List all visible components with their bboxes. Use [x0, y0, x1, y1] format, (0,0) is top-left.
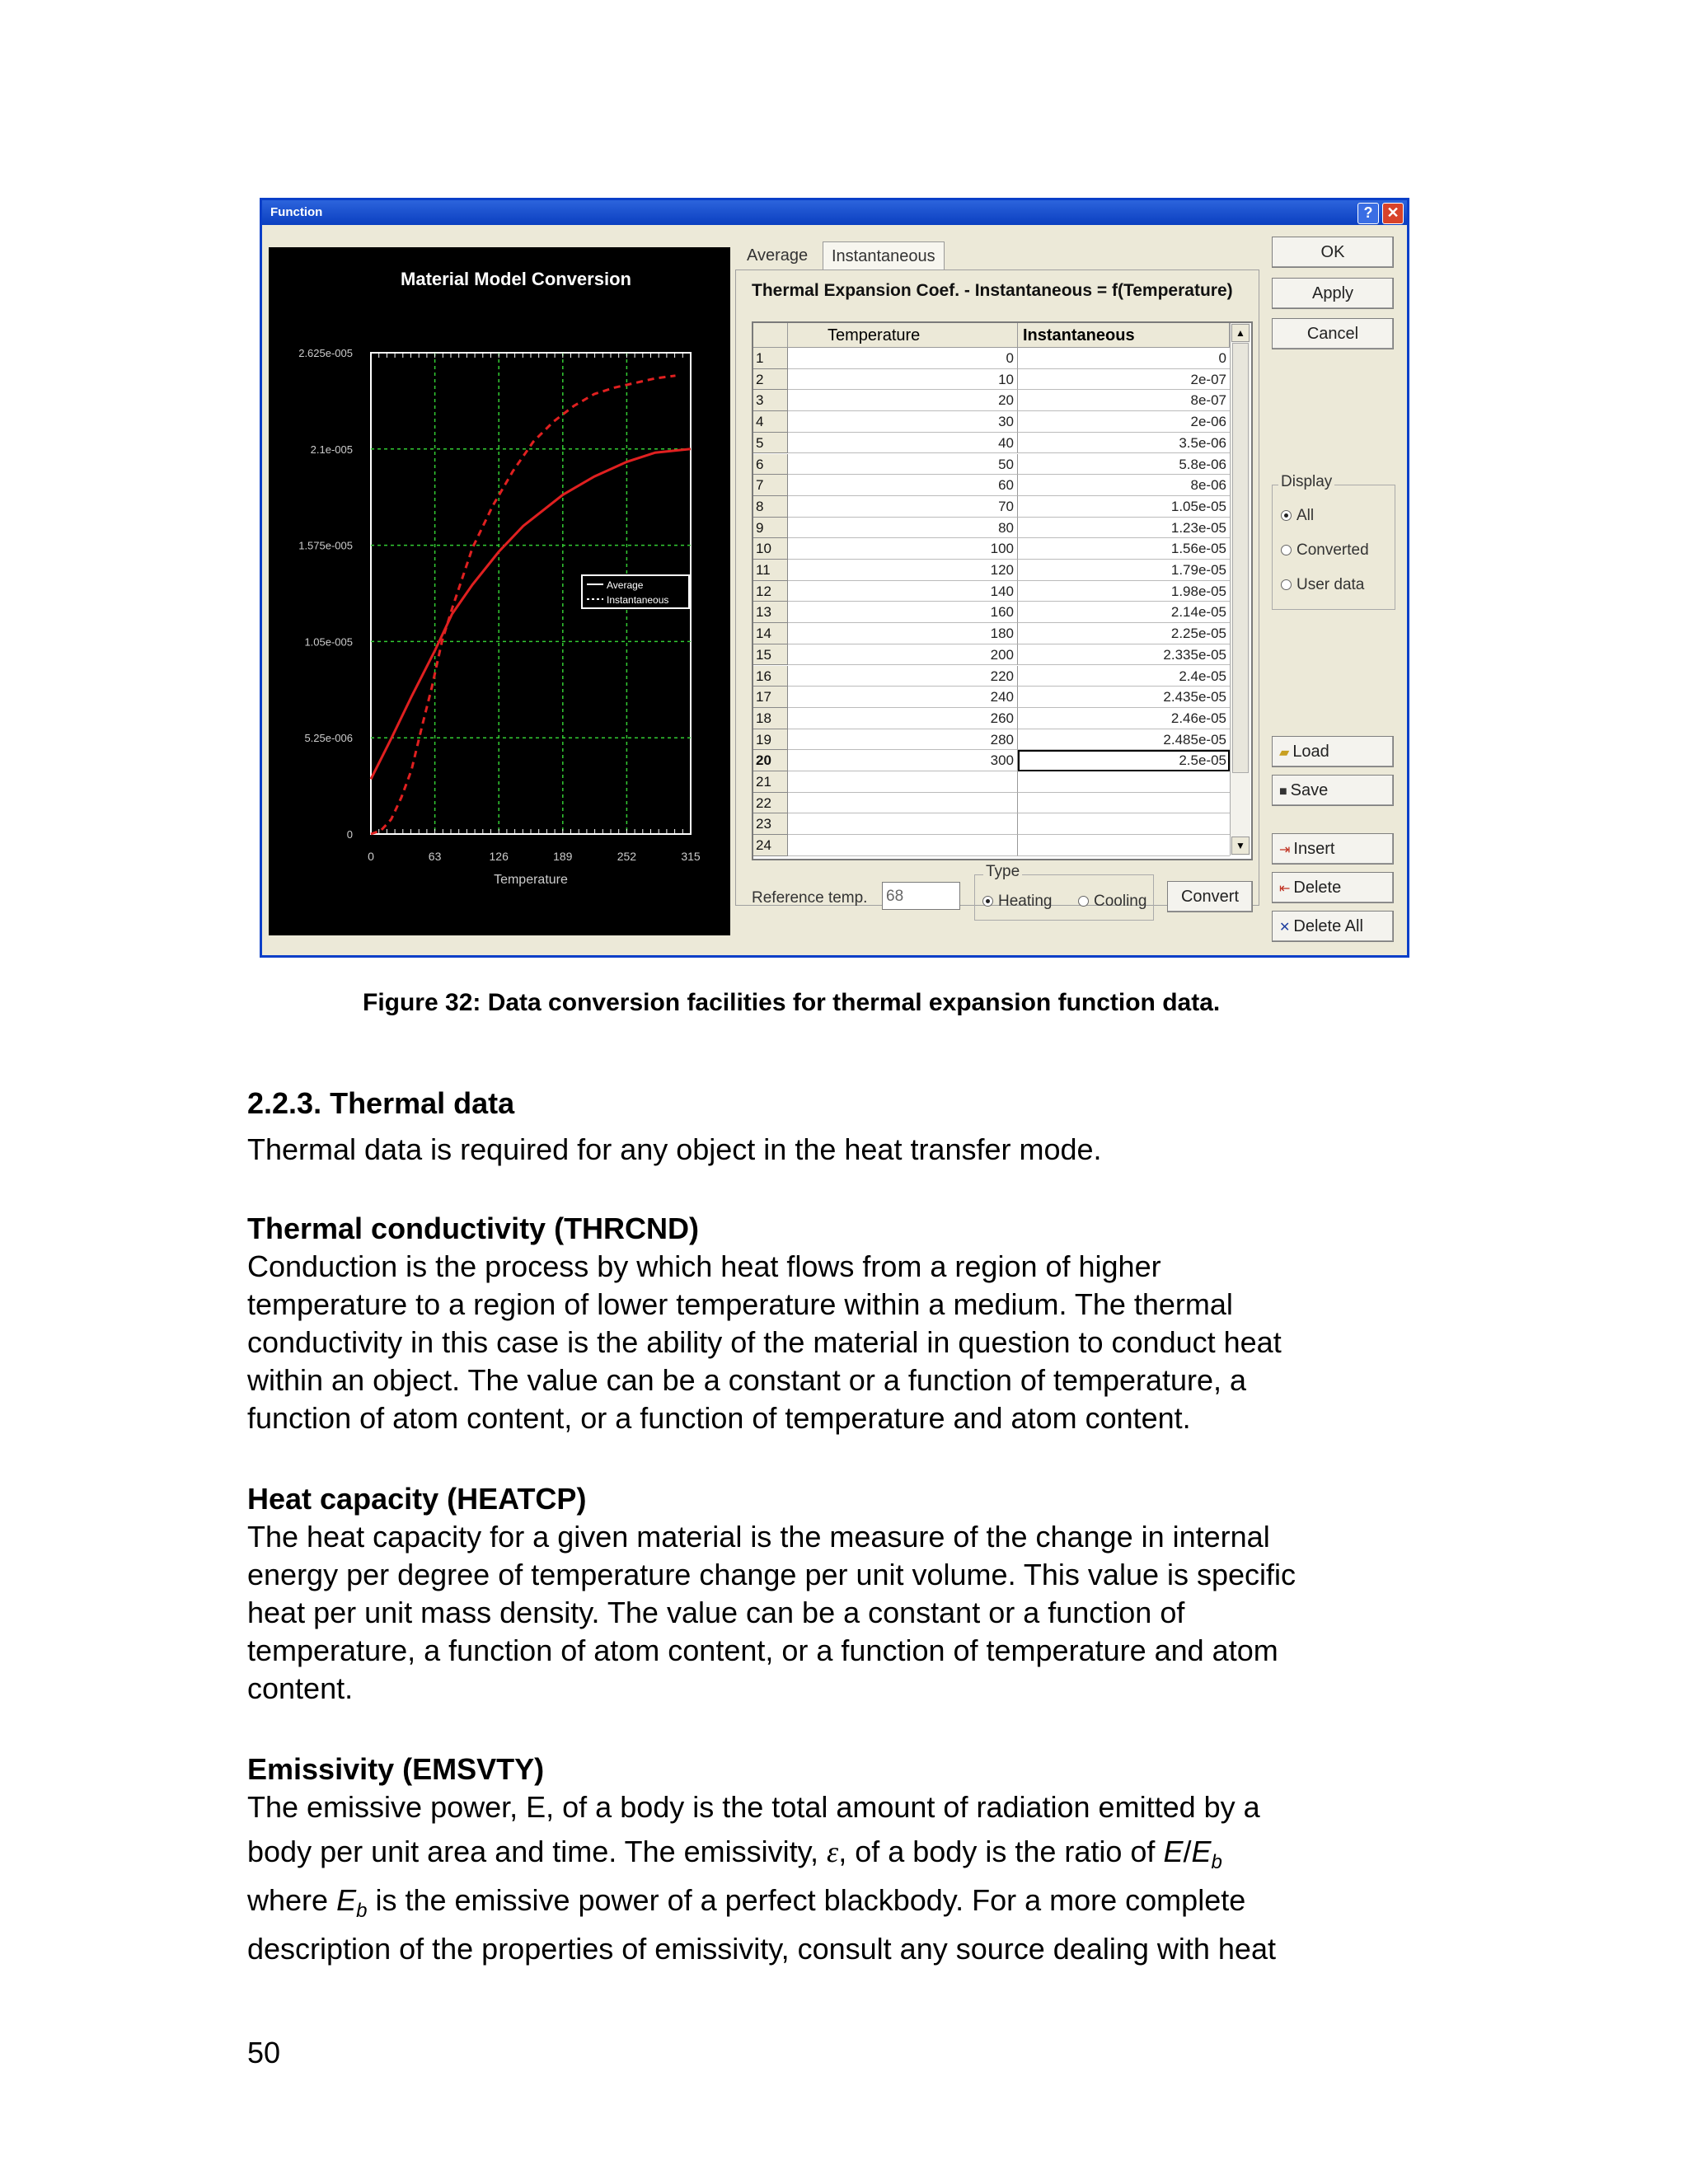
text-run: / — [1183, 1835, 1192, 1868]
row-number[interactable]: 18 — [753, 708, 788, 729]
temperature-cell[interactable]: 220 — [788, 666, 1018, 687]
heatcp-heading: Heat capacity (HEATCP) — [247, 1482, 587, 1516]
instantaneous-cell[interactable]: 1.79e-05 — [1018, 560, 1230, 581]
radio-display-user-data[interactable] — [1281, 576, 1364, 594]
x-tick-label: 252 — [617, 850, 637, 863]
radio-cooling-dot[interactable] — [1078, 896, 1089, 907]
radio-user-data-label: User data — [1296, 576, 1365, 593]
y-tick-label: 2.1e-005 — [310, 443, 353, 456]
cancel-button[interactable]: Cancel — [1272, 318, 1394, 349]
row-number[interactable]: 23 — [753, 813, 788, 835]
symbol-E: E — [336, 1883, 357, 1918]
y-tick-label: 1.05e-005 — [304, 635, 353, 649]
symbol-Eb: E — [1191, 1835, 1212, 1868]
convert-button[interactable]: Convert — [1167, 881, 1253, 912]
emsvty-line-2 — [247, 1833, 1665, 1882]
instantaneous-cell[interactable]: 8e-07 — [1018, 390, 1230, 411]
table-row[interactable] — [753, 644, 1230, 666]
temperature-cell[interactable]: 160 — [788, 602, 1018, 623]
row-number[interactable]: 24 — [753, 835, 788, 856]
dialog-title: Function — [270, 205, 323, 219]
instantaneous-cell[interactable]: 1.05e-05 — [1018, 496, 1230, 518]
table-row[interactable] — [753, 687, 1230, 708]
table-row[interactable] — [753, 581, 1230, 602]
row-number[interactable]: 14 — [753, 623, 788, 644]
radio-heating-label: Heating — [998, 893, 1053, 910]
radio-display-converted[interactable] — [1281, 541, 1369, 560]
temperature-cell[interactable]: 100 — [788, 538, 1018, 560]
radio-converted-label: Converted — [1296, 541, 1369, 559]
instantaneous-cell[interactable]: 2.335e-05 — [1018, 644, 1230, 666]
row-number[interactable]: 22 — [753, 793, 788, 814]
series-line-average — [371, 449, 691, 780]
dialog-titlebar[interactable] — [262, 200, 1407, 225]
instantaneous-cell[interactable]: 8e-06 — [1018, 475, 1230, 496]
symbol-E: E — [1163, 1835, 1184, 1868]
instantaneous-cell[interactable] — [1018, 813, 1230, 835]
text-run: is the emissive power of a perfect blackbody. For a more complete — [367, 1883, 1246, 1918]
x-tick-label: 63 — [428, 850, 442, 863]
tab-average[interactable]: Average — [747, 246, 809, 265]
table-row[interactable] — [753, 433, 1230, 454]
temperature-cell[interactable]: 300 — [788, 750, 1018, 771]
ok-button[interactable]: OK — [1272, 237, 1394, 268]
tab-instantaneous[interactable]: Instantaneous — [823, 241, 945, 270]
chart-legend — [582, 575, 689, 608]
delete-label: Delete — [1293, 879, 1342, 897]
delete-all-button[interactable] — [1272, 911, 1394, 942]
radio-cooling[interactable] — [1078, 893, 1146, 911]
temperature-cell[interactable]: 30 — [788, 411, 1018, 433]
chart-panel — [269, 247, 730, 935]
table-row[interactable] — [753, 793, 1230, 814]
table-row[interactable] — [753, 348, 1230, 369]
temperature-cell[interactable] — [788, 835, 1018, 856]
table-row[interactable] — [753, 475, 1230, 496]
thrcnd-line: function of atom content, or a function of temperature and atom content. — [247, 1401, 1191, 1435]
row-number[interactable]: 5 — [753, 433, 788, 454]
temperature-cell[interactable]: 0 — [788, 348, 1018, 369]
temperature-cell[interactable]: 120 — [788, 560, 1018, 581]
table-row[interactable] — [753, 411, 1230, 433]
radio-converted-dot[interactable] — [1281, 545, 1292, 555]
delete-all-label: Delete All — [1293, 917, 1363, 935]
floppy-icon: ■ — [1279, 785, 1287, 799]
temperature-cell[interactable] — [788, 771, 1018, 793]
emsvty-line: description of the properties of emissivity, consult any source dealing with heat — [247, 1932, 1276, 1966]
row-number[interactable]: 1 — [753, 348, 788, 369]
instantaneous-cell[interactable]: 2.485e-05 — [1018, 729, 1230, 751]
emsvty-block — [247, 1750, 1665, 1968]
row-number[interactable]: 21 — [753, 771, 788, 793]
emsvty-line-3 — [247, 1882, 1665, 1930]
heatcp-line: content. — [247, 1671, 354, 1705]
subscript-b: b — [1211, 1851, 1222, 1874]
thrcnd-heading: Thermal conductivity (THRCND) — [247, 1212, 700, 1245]
figure-caption: Figure 32: Data conversion facilities for thermal expansion function data. — [363, 989, 1221, 1016]
insert-row-icon: ⇥ — [1279, 843, 1291, 857]
heatcp-block — [247, 1480, 1665, 1708]
row-number[interactable]: 15 — [753, 644, 788, 666]
instantaneous-cell[interactable]: 1.56e-05 — [1018, 538, 1230, 560]
load-button[interactable] — [1272, 736, 1394, 767]
temperature-cell[interactable]: 280 — [788, 729, 1018, 751]
insert-button[interactable] — [1272, 833, 1394, 865]
instantaneous-cell[interactable]: 2.25e-05 — [1018, 623, 1230, 644]
section-heading: 2.2.3. Thermal data — [247, 1086, 515, 1120]
instantaneous-cell[interactable]: 2.14e-05 — [1018, 602, 1230, 623]
text-run: where — [247, 1883, 337, 1918]
function-title: Thermal Expansion Coef. - Instantaneous = f(Temperature) — [752, 281, 1233, 300]
temperature-cell[interactable]: 70 — [788, 496, 1018, 518]
temperature-cell[interactable]: 20 — [788, 390, 1018, 411]
thrcnd-block — [247, 1210, 1665, 1437]
row-number[interactable]: 8 — [753, 496, 788, 518]
row-number[interactable]: 9 — [753, 518, 788, 539]
table-row[interactable] — [753, 602, 1230, 623]
instantaneous-cell[interactable]: 5.8e-06 — [1018, 454, 1230, 476]
temperature-cell[interactable]: 200 — [788, 644, 1018, 666]
instantaneous-cell[interactable]: 1.98e-05 — [1018, 581, 1230, 602]
instantaneous-cell[interactable] — [1018, 835, 1230, 856]
table-row[interactable] — [753, 560, 1230, 581]
table-corner — [753, 323, 788, 348]
page-number: 50 — [247, 2036, 281, 2069]
row-number[interactable]: 16 — [753, 666, 788, 687]
instantaneous-cell[interactable]: 2e-06 — [1018, 411, 1230, 433]
row-number[interactable]: 2 — [753, 369, 788, 391]
intro-paragraph: Thermal data is required for any object in the heat transfer mode. — [247, 1132, 1102, 1166]
delete-row-icon: ⇤ — [1279, 882, 1291, 896]
table-row[interactable] — [753, 538, 1230, 560]
radio-heating-dot[interactable] — [982, 896, 993, 907]
row-number[interactable]: 19 — [753, 729, 788, 751]
type-legend: Type — [983, 863, 1022, 881]
temperature-cell[interactable]: 180 — [788, 623, 1018, 644]
text-run: , of a body is the ratio of — [838, 1835, 1164, 1868]
apply-button[interactable]: Apply — [1272, 278, 1394, 309]
row-number[interactable]: 3 — [753, 390, 788, 411]
table-row[interactable] — [753, 369, 1230, 391]
row-number[interactable]: 10 — [753, 538, 788, 560]
temperature-cell[interactable] — [788, 813, 1018, 835]
temperature-cell[interactable]: 60 — [788, 475, 1018, 496]
row-number[interactable]: 7 — [753, 475, 788, 496]
insert-label: Insert — [1293, 840, 1335, 858]
table-row[interactable] — [753, 518, 1230, 539]
help-icon[interactable]: ? — [1357, 203, 1379, 224]
row-number[interactable]: 12 — [753, 581, 788, 602]
legend-average-label: Average — [607, 579, 644, 591]
table-row[interactable] — [753, 496, 1230, 518]
function-dialog — [260, 198, 1409, 958]
y-tick-label: 0 — [346, 828, 353, 841]
table-row[interactable] — [753, 835, 1230, 856]
conversion-chart — [269, 247, 730, 935]
thrcnd-line: conductivity in this case is the ability of the material in question to conduct heat — [247, 1325, 1282, 1359]
temperature-cell[interactable]: 260 — [788, 708, 1018, 729]
x-tick-label: 0 — [368, 850, 374, 863]
table-scrollbar[interactable] — [1230, 323, 1250, 855]
radio-heating[interactable] — [982, 893, 1053, 911]
table-row[interactable] — [753, 390, 1230, 411]
instantaneous-cell[interactable]: 2e-07 — [1018, 369, 1230, 391]
instantaneous-cell[interactable]: 2.46e-05 — [1018, 708, 1230, 729]
table-row[interactable] — [753, 454, 1230, 476]
reference-temp-label: Reference temp. — [752, 889, 868, 907]
x-tick-label: 315 — [681, 850, 701, 863]
temperature-cell[interactable]: 240 — [788, 687, 1018, 708]
radio-display-all[interactable] — [1281, 507, 1314, 525]
instantaneous-cell[interactable] — [1018, 771, 1230, 793]
radio-cooling-label: Cooling — [1094, 893, 1147, 910]
row-number[interactable]: 13 — [753, 602, 788, 623]
heatcp-line: The heat capacity for a given material is the measure of the change in internal — [247, 1520, 1270, 1554]
y-tick-label: 1.575e-005 — [298, 539, 353, 552]
row-number[interactable]: 17 — [753, 687, 788, 708]
legend-instantaneous-label: Instantaneous — [607, 594, 669, 606]
x-tick-label: 126 — [489, 850, 509, 863]
load-label: Load — [1292, 743, 1329, 761]
temperature-cell[interactable]: 10 — [788, 369, 1018, 391]
radio-user-data-dot[interactable] — [1281, 579, 1292, 590]
temperature-cell[interactable]: 140 — [788, 581, 1018, 602]
instantaneous-cell[interactable]: 2.4e-05 — [1018, 666, 1230, 687]
table-row[interactable] — [753, 813, 1230, 835]
temperature-cell[interactable]: 80 — [788, 518, 1018, 539]
scroll-up-icon[interactable]: ▲ — [1231, 324, 1250, 342]
instantaneous-cell[interactable]: 3.5e-06 — [1018, 433, 1230, 454]
table-row[interactable] — [753, 666, 1230, 687]
table-row[interactable] — [753, 623, 1230, 644]
radio-all-label: All — [1296, 507, 1315, 524]
instantaneous-cell[interactable]: 2.435e-05 — [1018, 687, 1230, 708]
reference-temp-input[interactable]: 68 — [882, 882, 960, 910]
temperature-cell[interactable]: 50 — [788, 454, 1018, 476]
column-header-temperature[interactable]: Temperature — [788, 323, 1018, 348]
instantaneous-cell[interactable]: 1.23e-05 — [1018, 518, 1230, 539]
temperature-cell[interactable] — [788, 793, 1018, 814]
temperature-cell[interactable]: 40 — [788, 433, 1018, 454]
chart-x-axis-label: Temperature — [494, 873, 568, 887]
delete-button[interactable] — [1272, 872, 1394, 903]
data-table[interactable] — [752, 321, 1253, 860]
heatcp-line: temperature, a function of atom content, or a function of temperature and atom — [247, 1633, 1278, 1667]
y-tick-label: 5.25e-006 — [304, 732, 353, 745]
row-number[interactable]: 4 — [753, 411, 788, 433]
row-number[interactable]: 20 — [753, 750, 788, 771]
folder-icon: ▰ — [1279, 746, 1290, 760]
row-number[interactable]: 11 — [753, 560, 788, 581]
column-header-instantaneous[interactable]: Instantaneous — [1018, 323, 1230, 348]
text-run: body per unit area and time. The emissivity, — [247, 1835, 828, 1868]
x-tick-label: 189 — [553, 850, 573, 863]
save-label: Save — [1290, 781, 1329, 799]
heatcp-line: energy per degree of temperature change per unit volume. This value is specific — [247, 1558, 1296, 1591]
table-row[interactable] — [753, 729, 1230, 751]
radio-all-dot[interactable] — [1281, 510, 1292, 521]
save-button[interactable] — [1272, 775, 1394, 806]
emsvty-line: The emissive power, E, of a body is the total amount of radiation emitted by a — [247, 1790, 1260, 1824]
instantaneous-cell[interactable]: 2.5e-05 — [1018, 750, 1230, 771]
table-row[interactable] — [753, 708, 1230, 729]
emsvty-heading: Emissivity (EMSVTY) — [247, 1752, 545, 1786]
row-number[interactable]: 6 — [753, 454, 788, 476]
thrcnd-line: temperature to a region of lower temperature within a medium. The thermal — [247, 1287, 1233, 1321]
subscript-b: b — [356, 1900, 368, 1923]
instantaneous-cell[interactable]: 0 — [1018, 348, 1230, 369]
scroll-thumb[interactable] — [1232, 343, 1249, 773]
thrcnd-line: within an object. The value can be a constant or a function of temperature, a — [247, 1363, 1247, 1397]
close-icon[interactable]: ✕ — [1382, 203, 1404, 224]
table-row[interactable] — [753, 750, 1230, 771]
chart-title: Material Model Conversion — [401, 269, 631, 289]
delete-x-icon: ✕ — [1279, 921, 1291, 935]
scroll-down-icon[interactable]: ▼ — [1231, 837, 1250, 855]
instantaneous-cell[interactable] — [1018, 793, 1230, 814]
y-tick-label: 2.625e-005 — [298, 347, 353, 359]
display-legend: Display — [1278, 473, 1334, 491]
epsilon-symbol: ε — [827, 1835, 839, 1868]
thrcnd-line: Conduction is the process by which heat flows from a region of higher — [247, 1249, 1161, 1283]
table-row[interactable] — [753, 771, 1230, 793]
heatcp-line: heat per unit mass density. The value can be a constant or a function of — [247, 1596, 1185, 1629]
